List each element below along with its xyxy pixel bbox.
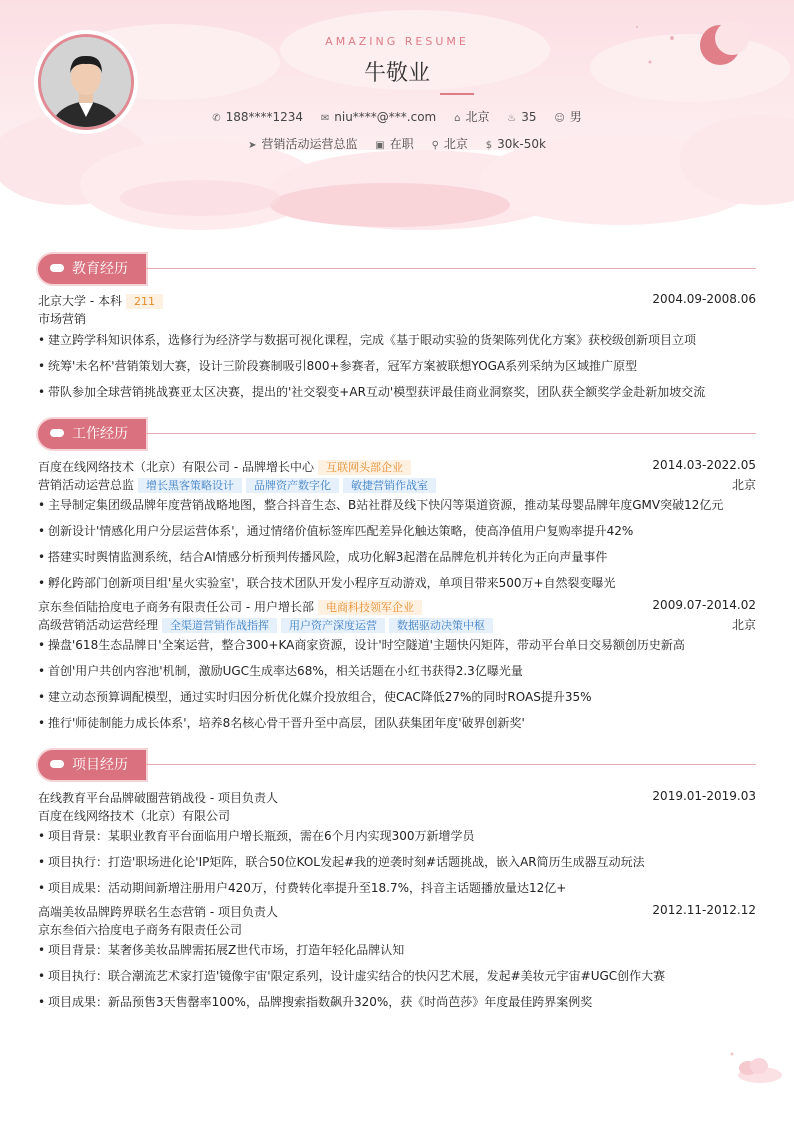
job-role: 高级营销活动运营经理 bbox=[38, 618, 159, 632]
work-header bbox=[38, 458, 756, 475]
mail-icon: ✉ bbox=[320, 113, 330, 124]
work-bullet: • 孵化跨部门创新项目组'星火实验室'，联合技术团队开发小程序互动游戏，单项目带来500万+自然裂变曝光 bbox=[38, 574, 616, 591]
job-intent-row bbox=[0, 135, 794, 152]
contact-info-row bbox=[0, 108, 794, 125]
cloud-icon bbox=[50, 429, 64, 437]
work-header bbox=[38, 598, 756, 615]
major: 市场营销 bbox=[38, 312, 87, 326]
company-tag: 电商科技领军企业 bbox=[318, 600, 422, 615]
send-icon: ➤ bbox=[248, 140, 257, 151]
project-title: 高端美妆品牌跨界联名生态营销 - 项目负责人 bbox=[38, 905, 278, 919]
project-bullet: • 项目成果：新品预售3天售罄率100%，品牌搜索指数飙升320%，获《时尚芭莎》年度最佳跨界案例奖 bbox=[38, 993, 592, 1010]
company-name: 百度在线网络技术（北京）有限公司 - 品牌增长中心 bbox=[38, 460, 314, 474]
work-bullet: • 主导制定集团级品牌年度营销战略地图，整合抖音生态、B站社群及线下快闪等渠道资源，推动某母婴品牌年度GMV突破12亿元 bbox=[38, 496, 723, 513]
phone-item: ✆ 188****1234 bbox=[212, 110, 304, 124]
education-header bbox=[38, 292, 756, 309]
hometown-item: ⌂ 北京 bbox=[454, 110, 490, 124]
work-date: 2014.03-2022.05 bbox=[652, 458, 756, 472]
education-date: 2004.09-2008.06 bbox=[652, 292, 756, 306]
age-item: ♨ 35 bbox=[507, 110, 537, 124]
work-date: 2009.07-2014.02 bbox=[652, 598, 756, 612]
project-bullet: • 项目背景：某奢侈美妆品牌需拓展Z世代市场，打造年轻化品牌认知 bbox=[38, 941, 404, 958]
education-bullet: • 统筹'未名杯'营销策划大赛，设计三阶段赛制吸引800+参赛者，冠军方案被联想YOGA系列采纳为区域推广原型 bbox=[38, 357, 637, 374]
project-company: 百度在线网络技术（北京）有限公司 bbox=[38, 809, 231, 823]
skill-tag: 品牌资产数字化 bbox=[246, 478, 339, 493]
work-bullet: • 首创'用户共创内容池'机制，激励UGC生成率达68%，相关话题在小红书获得2.3亿曝光量 bbox=[38, 662, 523, 679]
location-icon: ⚲ bbox=[431, 140, 439, 151]
job-status-item: ▣ 在职 bbox=[375, 137, 414, 151]
skill-tag: 数据驱动决策中枢 bbox=[389, 618, 493, 633]
work-bullet: • 操盘'618生态品牌日'全案运营，整合300+KA商家资源，设计'时空隧道'主题快闪矩阵，带动平台单日交易额创历史新高 bbox=[38, 636, 685, 653]
cloud-icon bbox=[50, 264, 64, 272]
section-divider bbox=[146, 268, 756, 269]
project-company: 京东叁佰六拾度电子商务有限责任公司 bbox=[38, 923, 243, 937]
project-date: 2019.01-2019.03 bbox=[652, 789, 756, 803]
cake-icon: ♨ bbox=[507, 113, 517, 124]
project-bullet: • 项目执行：联合潮流艺术家打造'镜像宇宙'限定系列，设计虚实结合的快闪艺术展，发起#美妆元宇宙#UGC创作大赛 bbox=[38, 967, 665, 984]
resume-tagline: AMAZING RESUME bbox=[325, 35, 469, 48]
work-bullet: • 建立动态预算调配模型，通过实时归因分析优化媒介投放组合，使CAC降低27%的同时ROAS提升35% bbox=[38, 688, 592, 705]
salary-icon: $ bbox=[485, 140, 493, 151]
briefcase-icon: ▣ bbox=[375, 140, 385, 151]
project-bullet: • 项目成果：活动期间新增注册用户420万，付费转化率提升至18.7%，抖音主话题播放量达12亿+ bbox=[38, 879, 566, 896]
education-bullet: • 带队参加全球营销挑战赛亚太区决赛，提出的'社交裂变+AR互动'模型获评最佳商业洞察奖，团队获全额奖学金赴新加坡交流 bbox=[38, 383, 705, 400]
name-underline bbox=[440, 93, 474, 95]
school-tag: 211 bbox=[126, 294, 163, 309]
home-icon: ⌂ bbox=[454, 113, 461, 124]
work-city: 北京 bbox=[731, 478, 756, 492]
job-role: 营销活动运营总监 bbox=[38, 478, 135, 492]
project-date: 2012.11-2012.12 bbox=[652, 903, 756, 917]
project-bullet: • 项目背景：某职业教育平台面临用户增长瓶颈，需在6个月内实现300万新增学员 bbox=[38, 827, 475, 844]
work-bullet: • 推行'师徒制能力成长体系'，培养8名核心骨干晋升至中高层，团队获集团年度'破界创新奖' bbox=[38, 714, 525, 731]
company-tag: 互联网头部企业 bbox=[318, 460, 411, 475]
project-header bbox=[38, 789, 756, 806]
project-title: 在线教育平台品牌破圈营销战役 - 项目负责人 bbox=[38, 791, 278, 805]
project-bullet: • 项目执行：打造'职场进化论'IP矩阵，联合50位KOL发起#我的逆袭时刻#话题挑战，嵌入AR简历生成器互动玩法 bbox=[38, 853, 645, 870]
resume-header bbox=[0, 0, 794, 235]
target-city-item: ⚲ 北京 bbox=[431, 137, 468, 151]
work-role-row bbox=[38, 616, 756, 633]
candidate-name: 牛敬业 bbox=[363, 61, 430, 86]
footer-cloud-icon bbox=[724, 1048, 788, 1088]
gender-item: ☺ 男 bbox=[554, 110, 582, 124]
work-bullet: • 创新设计'情感化用户分层运营体系'，通过情绪价值标签库匹配差异化触达策略，使高净值用户复购率提升42% bbox=[38, 522, 633, 539]
phone-icon: ✆ bbox=[212, 113, 221, 124]
email-item: ✉ niu****@***.com bbox=[320, 110, 437, 124]
skill-tag: 增长黑客策略设计 bbox=[138, 478, 242, 493]
section-divider bbox=[146, 764, 756, 765]
salary-item: $ 30k-50k bbox=[485, 137, 546, 151]
skill-tag: 用户资产深度运营 bbox=[281, 618, 385, 633]
company-name: 京东叁佰陆拾度电子商务有限责任公司 - 用户增长部 bbox=[38, 600, 314, 614]
work-city: 北京 bbox=[731, 618, 756, 632]
work-role-row bbox=[38, 476, 756, 493]
work-bullet: • 搭建实时舆情监测系统，结合AI情感分析预判传播风险，成功化解3起潜在品牌危机并转化为正向声量事件 bbox=[38, 548, 607, 565]
school-name: 北京大学 - 本科 bbox=[38, 294, 122, 308]
gender-icon: ☺ bbox=[554, 113, 565, 124]
target-position-item: ➤ 营销活动运营总监 bbox=[248, 137, 358, 151]
education-bullet: • 建立跨学科知识体系，选修行为经济学与数据可视化课程，完成《基于眼动实验的货架陈列优化方案》获校级创新项目立项 bbox=[38, 331, 696, 348]
skill-tag: 敏捷营销作战室 bbox=[343, 478, 436, 493]
skill-tag: 全渠道营销作战指挥 bbox=[162, 618, 277, 633]
cloud-icon bbox=[50, 760, 64, 768]
section-divider bbox=[146, 433, 756, 434]
project-header bbox=[38, 903, 756, 920]
